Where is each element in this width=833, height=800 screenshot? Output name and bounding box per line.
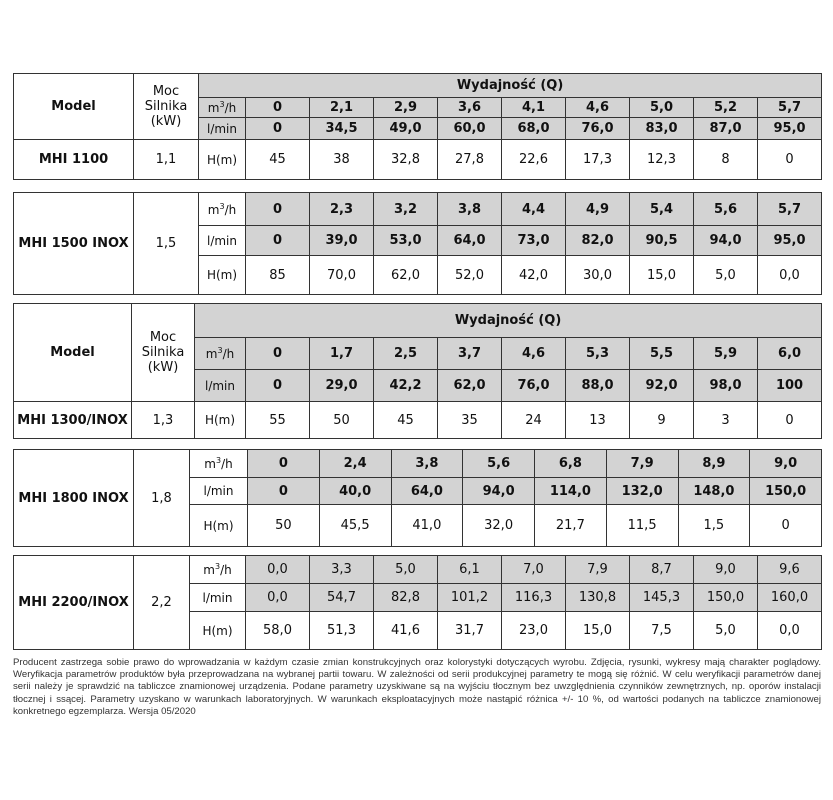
head-cell: 1,5 xyxy=(678,505,750,547)
flow-lmin-cell: 49,0 xyxy=(374,118,438,140)
flow-lmin-cell: 0 xyxy=(248,478,320,505)
flow-m3h-cell: 4,6 xyxy=(566,98,630,118)
head-cell: 15,0 xyxy=(566,612,630,650)
pump-table-mhi-1100 xyxy=(13,73,822,180)
head-cell: 55 xyxy=(246,402,310,439)
head-cell: 41,0 xyxy=(391,505,463,547)
pump-table-mhi-1300-inox xyxy=(13,303,822,439)
flow-m3h-cell: 4,9 xyxy=(566,193,630,226)
unit-lmin: l/min xyxy=(190,478,248,505)
head-cell: 17,3 xyxy=(566,140,630,180)
flow-m3h-cell: 4,4 xyxy=(502,193,566,226)
flow-m3h-cell: 6,0 xyxy=(758,338,822,370)
power-header xyxy=(132,304,195,402)
flow-m3h-cell: 3,6 xyxy=(438,98,502,118)
head-cell: 3 xyxy=(694,402,758,439)
flow-m3h-cell: 6,1 xyxy=(438,556,502,584)
motor-power: 1,1 xyxy=(134,140,199,180)
flow-lmin-cell: 76,0 xyxy=(566,118,630,140)
flow-lmin-cell: 150,0 xyxy=(694,584,758,612)
model-name: MHI 1500 INOX xyxy=(14,193,134,295)
head-cell: 27,8 xyxy=(438,140,502,180)
flow-lmin-cell: 68,0 xyxy=(502,118,566,140)
flow-m3h-cell: 5,7 xyxy=(758,98,822,118)
flow-lmin-cell: 83,0 xyxy=(630,118,694,140)
flow-lmin-cell: 150,0 xyxy=(750,478,822,505)
head-cell: 50 xyxy=(310,402,374,439)
flow-lmin-cell: 90,5 xyxy=(630,226,694,256)
flow-m3h-cell: 3,8 xyxy=(391,450,463,478)
flow-m3h-cell: 7,0 xyxy=(502,556,566,584)
head-cell: 11,5 xyxy=(606,505,678,547)
head-cell: 45 xyxy=(374,402,438,439)
unit-head: H(m) xyxy=(199,140,246,180)
model-header: Model xyxy=(14,304,132,402)
flow-lmin-cell: 40,0 xyxy=(319,478,391,505)
head-cell: 31,7 xyxy=(438,612,502,650)
head-cell: 23,0 xyxy=(502,612,566,650)
flow-m3h-cell: 1,7 xyxy=(310,338,374,370)
flow-lmin-cell: 0 xyxy=(246,370,310,402)
model-name: MHI 1800 INOX xyxy=(14,450,134,547)
flow-m3h-cell: 5,0 xyxy=(630,98,694,118)
head-cell: 52,0 xyxy=(438,256,502,295)
flow-m3h-cell: 9,0 xyxy=(750,450,822,478)
head-cell: 13 xyxy=(566,402,630,439)
flow-lmin-cell: 116,3 xyxy=(502,584,566,612)
head-cell: 85 xyxy=(246,256,310,295)
flow-m3h-cell: 6,8 xyxy=(535,450,607,478)
head-cell: 41,6 xyxy=(374,612,438,650)
flow-lmin-cell: 76,0 xyxy=(502,370,566,402)
flow-lmin-cell: 82,0 xyxy=(566,226,630,256)
flow-m3h-cell: 8,7 xyxy=(630,556,694,584)
head-cell: 0,0 xyxy=(758,256,822,295)
flow-m3h-cell: 2,5 xyxy=(374,338,438,370)
flow-m3h-cell: 5,3 xyxy=(566,338,630,370)
head-cell: 42,0 xyxy=(502,256,566,295)
flow-header: Wydajność (Q) xyxy=(199,74,822,98)
motor-power: 1,3 xyxy=(132,402,195,439)
flow-m3h-cell: 3,7 xyxy=(438,338,502,370)
flow-m3h-cell: 5,7 xyxy=(758,193,822,226)
flow-m3h-cell: 9,0 xyxy=(694,556,758,584)
flow-m3h-cell: 9,6 xyxy=(758,556,822,584)
unit-lmin: l/min xyxy=(199,118,246,140)
flow-m3h-cell: 3,8 xyxy=(438,193,502,226)
flow-m3h-cell: 5,4 xyxy=(630,193,694,226)
unit-lmin: l/min xyxy=(199,226,246,256)
flow-lmin-cell: 145,3 xyxy=(630,584,694,612)
head-cell: 9 xyxy=(630,402,694,439)
head-cell: 8 xyxy=(694,140,758,180)
flow-m3h-cell: 3,2 xyxy=(374,193,438,226)
power-header-line3: (kW) xyxy=(147,360,179,375)
head-cell: 22,6 xyxy=(502,140,566,180)
flow-m3h-cell: 4,6 xyxy=(502,338,566,370)
head-cell: 21,7 xyxy=(535,505,607,547)
head-cell: 0 xyxy=(758,140,822,180)
flow-lmin-cell: 0 xyxy=(246,226,310,256)
flow-lmin-cell: 64,0 xyxy=(391,478,463,505)
flow-lmin-cell: 73,0 xyxy=(502,226,566,256)
flow-m3h-cell: 3,3 xyxy=(310,556,374,584)
head-cell: 5,0 xyxy=(694,256,758,295)
flow-lmin-cell: 0,0 xyxy=(246,584,310,612)
unit-lmin: l/min xyxy=(190,584,246,612)
flow-lmin-cell: 88,0 xyxy=(566,370,630,402)
unit-m3h: $m^3/h$ xyxy=(199,193,246,226)
motor-power: 2,2 xyxy=(134,556,190,650)
disclaimer-footer: Producent zastrzega sobie prawo do wprowadzania w każdym czasie zmian konstrukcyjnych oraz kolorystyki dotyczących wyrobu. Zdjęcia, rysunki, wykresy mają charakter poglądowy. Weryfikacja parametrów produktów była przeprowadzana na wybranej partii towaru. W zależności od serii produkcyjnej parametry te mogą się różnić. W celu weryfikacji parametrów danej serii należy je sprawdzić na tabliczce znamionowej urządzenia. Podane parametry uzyskiwane są na wyjściu tłocznym bez uwzględnienia czynników zewnętrznych, np. oporów instalacji tłocznej i ssącej. Parametry uzyskano w warunkach laboratoryjnych. W warunkach eksploatacyjnych może nastąpić różnica +/- 10 %, od wartości podanych na tabliczce znamionowej konkretnego egzemplarza. Wersja 05/2020 xyxy=(13,657,821,717)
flow-lmin-cell: 42,2 xyxy=(374,370,438,402)
flow-lmin-cell: 29,0 xyxy=(310,370,374,402)
head-cell: 45,5 xyxy=(319,505,391,547)
flow-lmin-cell: 100 xyxy=(758,370,822,402)
flow-lmin-cell: 54,7 xyxy=(310,584,374,612)
head-cell: 5,0 xyxy=(694,612,758,650)
flow-m3h-cell: 5,0 xyxy=(374,556,438,584)
unit-head: H(m) xyxy=(199,256,246,295)
head-cell: 70,0 xyxy=(310,256,374,295)
model-name: MHI 1300/INOX xyxy=(14,402,132,439)
flow-lmin-cell: 62,0 xyxy=(438,370,502,402)
head-cell: 12,3 xyxy=(630,140,694,180)
flow-m3h-cell: 5,6 xyxy=(694,193,758,226)
flow-lmin-cell: 60,0 xyxy=(438,118,502,140)
flow-m3h-cell: 0,0 xyxy=(246,556,310,584)
flow-lmin-cell: 132,0 xyxy=(606,478,678,505)
flow-lmin-cell: 98,0 xyxy=(694,370,758,402)
power-header-line1: Moc xyxy=(152,84,180,99)
head-cell: 0 xyxy=(758,402,822,439)
unit-m3h: $m^3/h$ xyxy=(190,450,248,478)
head-cell: 62,0 xyxy=(374,256,438,295)
model-header: Model xyxy=(14,74,134,140)
flow-m3h-cell: 2,9 xyxy=(374,98,438,118)
flow-lmin-cell: 94,0 xyxy=(463,478,535,505)
flow-m3h-cell: 4,1 xyxy=(502,98,566,118)
flow-m3h-cell: 7,9 xyxy=(606,450,678,478)
power-header-line3: (kW) xyxy=(150,114,182,129)
flow-m3h-cell: 2,3 xyxy=(310,193,374,226)
flow-m3h-cell: 0 xyxy=(246,98,310,118)
flow-m3h-cell: 8,9 xyxy=(678,450,750,478)
flow-lmin-cell: 53,0 xyxy=(374,226,438,256)
flow-m3h-cell: 0 xyxy=(246,338,310,370)
head-cell: 7,5 xyxy=(630,612,694,650)
power-header-line2: Silnika xyxy=(144,99,188,114)
pump-table-mhi-1500-inox xyxy=(13,192,822,295)
flow-lmin-cell: 94,0 xyxy=(694,226,758,256)
flow-header: Wydajność (Q) xyxy=(195,304,822,338)
flow-m3h-cell: 5,9 xyxy=(694,338,758,370)
unit-m3h: $m^3/h$ xyxy=(199,98,246,118)
flow-lmin-cell: 130,8 xyxy=(566,584,630,612)
head-cell: 51,3 xyxy=(310,612,374,650)
head-cell: 50 xyxy=(248,505,320,547)
pump-table-mhi-1800-inox xyxy=(13,449,822,547)
flow-lmin-cell: 92,0 xyxy=(630,370,694,402)
flow-m3h-cell: 2,4 xyxy=(319,450,391,478)
head-cell: 32,8 xyxy=(374,140,438,180)
flow-m3h-cell: 5,6 xyxy=(463,450,535,478)
head-cell: 45 xyxy=(246,140,310,180)
flow-lmin-cell: 148,0 xyxy=(678,478,750,505)
flow-lmin-cell: 82,8 xyxy=(374,584,438,612)
flow-lmin-cell: 0 xyxy=(246,118,310,140)
flow-m3h-cell: 5,2 xyxy=(694,98,758,118)
flow-m3h-cell: 0 xyxy=(246,193,310,226)
unit-m3h: $m^3/h$ xyxy=(190,556,246,584)
flow-lmin-cell: 95,0 xyxy=(758,226,822,256)
unit-head: H(m) xyxy=(190,612,246,650)
flow-lmin-cell: 39,0 xyxy=(310,226,374,256)
unit-head: H(m) xyxy=(190,505,248,547)
flow-lmin-cell: 101,2 xyxy=(438,584,502,612)
head-cell: 30,0 xyxy=(566,256,630,295)
flow-lmin-cell: 114,0 xyxy=(535,478,607,505)
flow-m3h-cell: 2,1 xyxy=(310,98,374,118)
motor-power: 1,5 xyxy=(134,193,199,295)
flow-m3h-cell: 0 xyxy=(248,450,320,478)
head-cell: 15,0 xyxy=(630,256,694,295)
unit-m3h: $m^3/h$ xyxy=(195,338,246,370)
head-cell: 0,0 xyxy=(758,612,822,650)
unit-head: H(m) xyxy=(195,402,246,439)
pump-table-mhi-2200-inox xyxy=(13,555,822,650)
flow-lmin-cell: 87,0 xyxy=(694,118,758,140)
flow-m3h-cell: 5,5 xyxy=(630,338,694,370)
head-cell: 0 xyxy=(750,505,822,547)
power-header xyxy=(134,74,199,140)
head-cell: 35 xyxy=(438,402,502,439)
flow-lmin-cell: 160,0 xyxy=(758,584,822,612)
head-cell: 24 xyxy=(502,402,566,439)
flow-lmin-cell: 95,0 xyxy=(758,118,822,140)
motor-power: 1,8 xyxy=(134,450,190,547)
head-cell: 38 xyxy=(310,140,374,180)
head-cell: 58,0 xyxy=(246,612,310,650)
power-header-line2: Silnika xyxy=(141,345,185,360)
model-name: MHI 1100 xyxy=(14,140,134,180)
head-cell: 32,0 xyxy=(463,505,535,547)
flow-lmin-cell: 34,5 xyxy=(310,118,374,140)
flow-m3h-cell: 7,9 xyxy=(566,556,630,584)
power-header-line1: Moc xyxy=(149,330,177,345)
model-name: MHI 2200/INOX xyxy=(14,556,134,650)
unit-lmin: l/min xyxy=(195,370,246,402)
flow-lmin-cell: 64,0 xyxy=(438,226,502,256)
